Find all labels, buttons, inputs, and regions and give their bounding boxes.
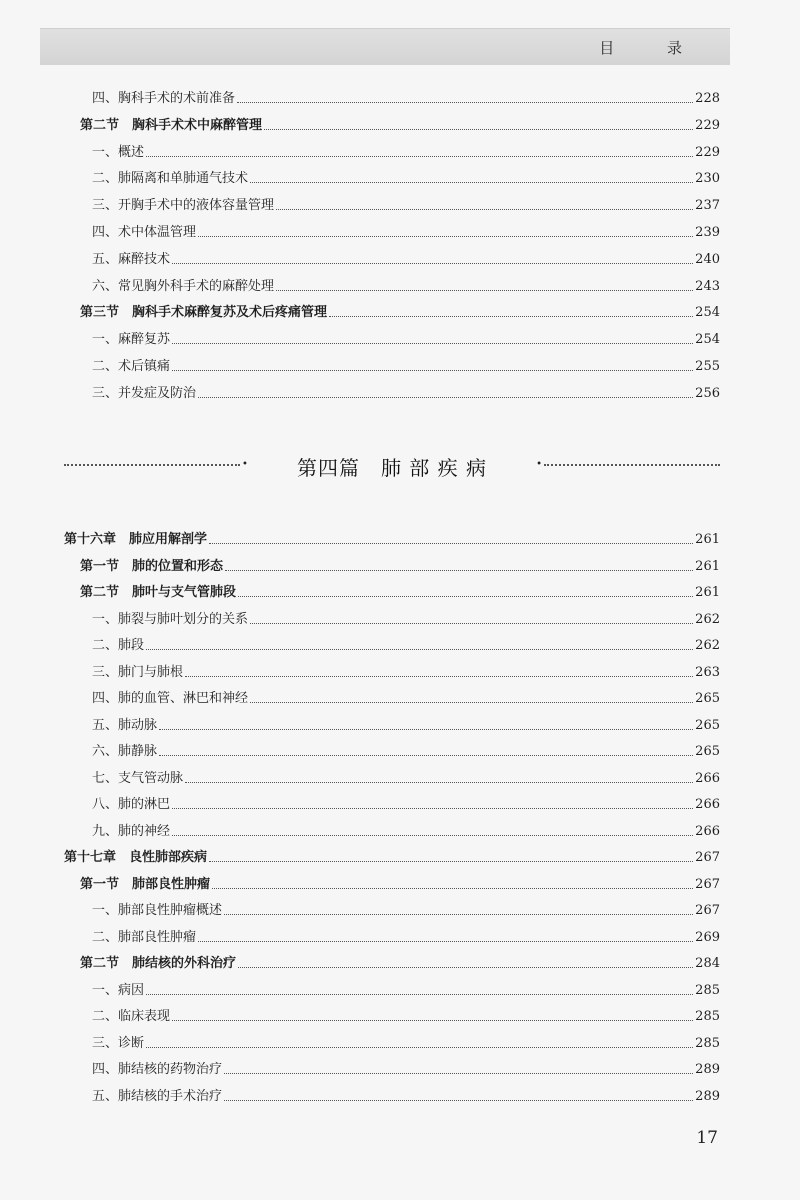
part-heading <box>64 452 720 482</box>
toc-entry-page: 267 <box>695 903 720 918</box>
toc-subsection-row[interactable] <box>92 167 720 187</box>
dot-leader <box>172 263 693 264</box>
toc-entry-page: 240 <box>695 251 720 267</box>
toc-entry-label: 二、肺部良性肿瘤 <box>92 929 197 945</box>
dot-leader <box>185 676 693 677</box>
toc-entry-label: 第二节 肺结核的外科治疗 <box>80 956 237 971</box>
toc-entry-page: 256 <box>695 385 720 401</box>
toc-entry-label: 四、胸科手术的术前准备 <box>92 91 236 106</box>
dot-leader <box>209 861 693 862</box>
toc-entry-page: 265 <box>695 691 720 706</box>
toc-entry-page: 254 <box>695 332 720 348</box>
toc-entry-label: 第二节 肺叶与支气管肺段 <box>80 585 237 600</box>
dot-leader <box>250 182 693 183</box>
toc-section-row[interactable] <box>80 301 720 321</box>
toc-entry-page: 255 <box>695 359 720 374</box>
toc-subsection-row[interactable] <box>92 661 720 681</box>
toc-entry-page: 266 <box>695 823 720 839</box>
toc-entry-label: 二、肺隔离和单肺通气技术 <box>92 171 249 187</box>
dot-leader <box>172 1020 693 1021</box>
toc-subsection-row[interactable] <box>92 740 720 760</box>
dot-leader <box>172 370 693 371</box>
toc-subsection-row[interactable] <box>92 926 720 946</box>
dot-leader <box>209 543 693 544</box>
running-header <box>40 28 730 65</box>
toc-entry-page: 289 <box>695 1062 720 1077</box>
toc-subsection-row[interactable] <box>92 275 720 295</box>
dot-leader <box>250 702 693 703</box>
dot-leader <box>237 102 693 103</box>
dot-leader <box>159 729 693 730</box>
toc-subsection-row[interactable] <box>92 820 720 840</box>
dot-leader <box>172 343 693 344</box>
toc-subsection-row[interactable] <box>92 1032 720 1052</box>
toc-entry-page: 267 <box>695 850 720 865</box>
toc-entry-label: 二、肺段 <box>92 638 145 653</box>
part-leader-left <box>64 464 240 466</box>
toc-entry-label: 三、诊断 <box>92 1035 145 1051</box>
header-title: 目 录 <box>599 39 706 57</box>
dot-leader <box>185 782 693 783</box>
toc-entry-label: 九、肺的神经 <box>92 823 171 839</box>
toc-entry-label: 五、麻醉技术 <box>92 251 171 267</box>
dot-leader <box>146 649 693 650</box>
dot-leader <box>146 994 693 995</box>
toc-entry-label: 三、开胸手术中的液体容量管理 <box>92 198 275 214</box>
toc-entry-label: 三、肺门与肺根 <box>92 664 184 680</box>
toc-section-row[interactable] <box>80 555 720 575</box>
toc-entry-page: 266 <box>695 797 720 812</box>
toc-chapter-row[interactable] <box>64 528 720 548</box>
toc-subsection-row[interactable] <box>92 767 720 787</box>
dot-leader <box>198 397 693 398</box>
toc-entry-page: 229 <box>695 144 720 160</box>
dot-leader <box>172 835 693 836</box>
toc-entry-page: 237 <box>695 198 720 214</box>
toc-section-row[interactable] <box>80 952 720 972</box>
toc-subsection-row[interactable] <box>92 979 720 999</box>
dot-leader <box>224 914 693 915</box>
toc-entry-page: 265 <box>695 744 720 759</box>
toc-entry-label: 三、并发症及防治 <box>92 385 197 401</box>
dot-leader <box>329 316 693 317</box>
toc-entry-label: 四、术中体温管理 <box>92 225 197 240</box>
toc-subsection-row[interactable] <box>92 899 720 919</box>
toc-entry-page: 285 <box>695 1009 720 1024</box>
dot-leader <box>276 209 693 210</box>
part-dot-right: • <box>536 459 542 470</box>
toc-entry-label: 一、病因 <box>92 982 145 998</box>
toc-entry-page: 265 <box>695 717 720 733</box>
toc-entry-page: 228 <box>695 91 720 106</box>
dot-leader <box>198 941 693 942</box>
toc-entry-label: 四、肺结核的药物治疗 <box>92 1062 223 1077</box>
toc-entry-label: 第二节 胸科手术术中麻醉管理 <box>80 117 263 133</box>
toc-entry-page: 284 <box>695 956 720 971</box>
dot-leader <box>159 755 693 756</box>
toc-entry-page: 261 <box>695 532 720 547</box>
toc-entry-label: 第一节 肺的位置和形态 <box>80 558 224 574</box>
toc-subsection-row[interactable] <box>92 793 720 813</box>
toc-subsection-row[interactable] <box>92 382 720 402</box>
toc-entry-page: 262 <box>695 638 720 653</box>
toc-entry-page: 230 <box>695 171 720 187</box>
toc-subsection-row[interactable] <box>92 714 720 734</box>
toc-entry-label: 第一节 肺部良性肿瘤 <box>80 876 211 892</box>
dot-leader <box>250 623 693 624</box>
toc-subsection-row[interactable] <box>92 687 720 707</box>
toc-chapter-row[interactable] <box>64 846 720 866</box>
toc-subsection-row[interactable] <box>92 608 720 628</box>
toc-entry-label: 二、临床表现 <box>92 1009 171 1024</box>
toc-entry-page: 289 <box>695 1088 720 1104</box>
toc-entry-label: 一、肺裂与肺叶划分的关系 <box>92 611 249 627</box>
toc-subsection-row[interactable] <box>92 1085 720 1105</box>
part-leader-right <box>544 464 720 466</box>
toc-section-row[interactable] <box>80 581 720 601</box>
toc-entry-label: 二、术后镇痛 <box>92 359 171 374</box>
toc-subsection-row[interactable] <box>92 141 720 161</box>
toc-subsection-row[interactable] <box>92 221 720 241</box>
part-title: 第四篇 肺 部 疾 病 <box>296 456 488 480</box>
dot-leader <box>264 129 693 130</box>
toc-entry-page: 261 <box>695 558 720 574</box>
dot-leader <box>276 290 693 291</box>
toc-subsection-row[interactable] <box>92 355 720 375</box>
toc-entry-label: 第十七章 良性肺部疾病 <box>64 850 208 865</box>
dot-leader <box>238 596 693 597</box>
toc-entry-page: 243 <box>695 278 720 294</box>
dot-leader <box>146 156 693 157</box>
toc-entry-page: 239 <box>695 225 720 240</box>
toc-entry-label: 八、肺的淋巴 <box>92 797 171 812</box>
page-number: 17 <box>696 1128 718 1148</box>
toc-subsection-row[interactable] <box>92 634 720 654</box>
part-dot-left: • <box>242 459 248 470</box>
dot-leader <box>225 570 693 571</box>
toc-subsection-row[interactable] <box>92 1058 720 1078</box>
toc-entry-label: 四、肺的血管、淋巴和神经 <box>92 691 249 706</box>
toc-subsection-row[interactable] <box>92 248 720 268</box>
toc-subsection-row[interactable] <box>92 194 720 214</box>
toc-entry-page: 261 <box>695 585 720 600</box>
toc-entry-page: 254 <box>695 305 720 321</box>
toc-entry-page: 266 <box>695 770 720 786</box>
toc-entry-page: 285 <box>695 1035 720 1051</box>
toc-entry-page: 263 <box>695 664 720 680</box>
toc-subsection-row[interactable] <box>92 1005 720 1025</box>
toc-entry-label: 五、肺结核的手术治疗 <box>92 1088 223 1104</box>
dot-leader <box>224 1100 693 1101</box>
dot-leader <box>172 808 693 809</box>
dot-leader <box>224 1073 693 1074</box>
toc-entry-label: 第十六章 肺应用解剖学 <box>64 532 208 547</box>
toc-entry-page: 229 <box>695 117 720 133</box>
toc-entry-label: 一、麻醉复苏 <box>92 332 171 348</box>
toc-entry-label: 六、肺静脉 <box>92 744 158 759</box>
toc-subsection-row[interactable] <box>92 328 720 348</box>
toc-entry-page: 269 <box>695 929 720 945</box>
toc-entry-label: 第三节 胸科手术麻醉复苏及术后疼痛管理 <box>80 305 328 321</box>
toc-entry-label: 一、肺部良性肿瘤概述 <box>92 903 223 918</box>
toc-section-row[interactable] <box>80 873 720 893</box>
toc-entry-page: 267 <box>695 876 720 892</box>
dot-leader <box>212 888 693 889</box>
toc-entry-label: 六、常见胸外科手术的麻醉处理 <box>92 278 275 294</box>
toc-entry-label: 五、肺动脉 <box>92 717 158 733</box>
dot-leader <box>146 1047 693 1048</box>
dot-leader <box>238 967 693 968</box>
toc-subsection-row[interactable] <box>92 87 720 107</box>
toc-entry-page: 262 <box>695 611 720 627</box>
toc-section-row[interactable] <box>80 114 720 134</box>
dot-leader <box>198 236 693 237</box>
toc-entry-label: 七、支气管动脉 <box>92 770 184 786</box>
toc-entry-label: 一、概述 <box>92 144 145 160</box>
toc-entry-page: 285 <box>695 982 720 998</box>
